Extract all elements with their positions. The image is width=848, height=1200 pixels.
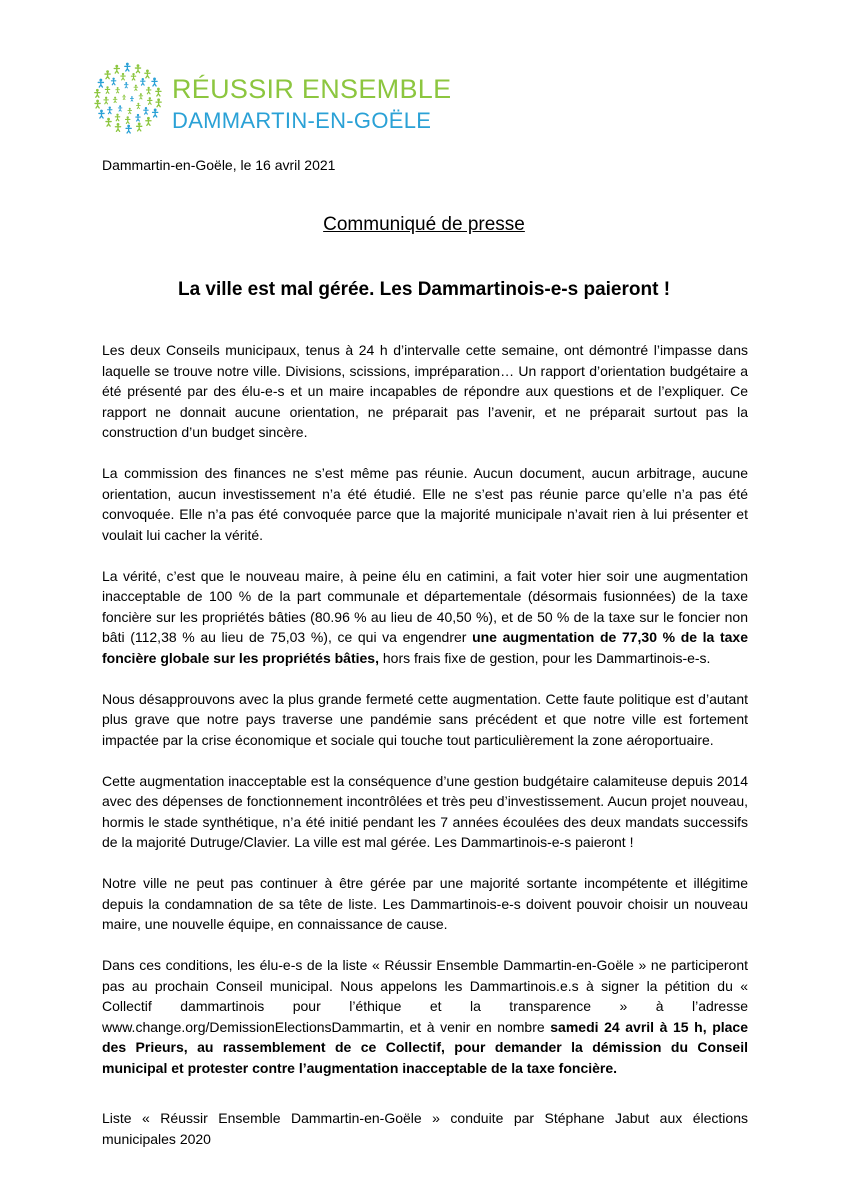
person-figure bbox=[145, 69, 150, 77]
person-figure bbox=[135, 64, 140, 72]
person-figure bbox=[130, 96, 133, 101]
person-figure bbox=[123, 95, 126, 100]
person-figure bbox=[146, 87, 150, 94]
person-figure bbox=[152, 78, 157, 86]
person-figure bbox=[156, 88, 161, 96]
person-figure bbox=[118, 105, 122, 111]
person-figure bbox=[148, 97, 152, 104]
person-figure bbox=[99, 110, 104, 118]
paragraph-tax-highlight: une augmentation de 77,30 % de la taxe foncière globale sur les propriétés bâties, bbox=[102, 629, 748, 666]
person-figure bbox=[131, 73, 135, 80]
paragraph-call-to-action bbox=[102, 955, 748, 1078]
person-figure bbox=[134, 85, 138, 91]
paragraph-disapproval: Nous désapprouvons avec la plus grande fermeté cette augmentation. Cette faute politique est d’autant plus grave que notre pays traverse une pandémie sans précédent et que notre ville est fortement impactée par la crise économique et sociale qui touche tout particulièrement la zone aéroportuaire. bbox=[102, 690, 748, 748]
person-figure bbox=[105, 86, 109, 93]
person-figure bbox=[115, 123, 120, 131]
person-figure bbox=[136, 114, 140, 121]
person-figure bbox=[144, 107, 148, 114]
person-figure bbox=[156, 98, 161, 106]
paragraph-consequence: Cette augmentation inacceptable est la conséquence d’une gestion budgétaire calamiteuse depuis 2014 avec des dépenses de fonctionnement incontrôlées et très peu d’investissement. Aucun projet nouveau, hormis le stade synthétique, n’a été initié pendant les 7 années écoulées des deux mandats successifs de la majorité Dutruge/Clavier. La ville est mal gérée. Les Dammartinois-e-s paieront ! bbox=[102, 772, 748, 850]
person-figure bbox=[125, 63, 130, 71]
person-figure bbox=[121, 73, 125, 80]
person-figure bbox=[146, 117, 151, 125]
signature: Liste « Réussir Ensemble Dammartin-en-Goële » conduite par Stéphane Jabut aux élections municipales 2020 bbox=[102, 1110, 748, 1147]
paragraph-finance-commission: La commission des finances ne s’est même pas réunie. Aucun document, aucun arbitrage, aucune orientation, aucun investissement n’a été étudié. Elle ne s’est pas réunie parce qu’elle n’a pas été convoquée. Elle n’a pas été convoquée parce que la majorité municipale n’avait rien à lui présenter et voulait lui cacher la vérité. bbox=[102, 465, 748, 543]
person-figure bbox=[141, 78, 145, 85]
person-figure bbox=[116, 87, 120, 93]
person-figure bbox=[95, 89, 100, 97]
person-figure bbox=[139, 93, 143, 99]
paragraph-tax-text-end: hors frais fixe de gestion, pour les Dammartinois-e-s. bbox=[378, 649, 711, 666]
person-figure bbox=[111, 78, 115, 85]
org-city: DAMMARTIN-EN-GOËLE bbox=[172, 108, 432, 133]
paragraph-call-highlight: samedi 24 avril à 15 h, place des Prieurs, au rassemblement de ce Collectif, pour demander la démission du Conseil municipal et protester contre l’augmentation inacceptable de la taxe foncière. bbox=[102, 1018, 748, 1076]
people-circle-icon bbox=[92, 62, 164, 134]
person-figure bbox=[124, 82, 128, 88]
person-figure bbox=[106, 118, 111, 126]
person-figure bbox=[115, 114, 119, 121]
person-figure bbox=[126, 125, 131, 133]
article-body bbox=[102, 340, 748, 1170]
person-figure bbox=[137, 123, 142, 131]
person-figure bbox=[98, 79, 103, 87]
paragraph-legitimacy: Notre ville ne peut pas continuer à être gérée par une majorité sortante incompétente et illégitime depuis la condamnation de sa tête de liste. Les Dammartinois-e-s doivent pouvoir choisir un nouveau maire, une nouvelle équipe, en connaissance de cause. bbox=[102, 875, 748, 932]
press-release-label: Communiqué de presse bbox=[323, 214, 525, 235]
person-figure bbox=[104, 97, 108, 104]
dateline: Dammartin-en-Goële, le 16 avril 2021 bbox=[102, 157, 336, 173]
person-figure bbox=[108, 107, 112, 114]
person-figure bbox=[137, 103, 141, 109]
paragraph-tax-increase bbox=[102, 566, 748, 669]
person-figure bbox=[114, 65, 119, 73]
paragraph-call-text: Dans ces conditions, les élu-e-s de la liste « Réussir Ensemble Dammartin-en-Goële » ne participeront pas au prochain Conseil municipal. Nous appelons les Dammartinois.e.s à signer la pétition du « Collectif dammartinois pour l’éthique et la transparence » à l’adresse www.change.org/DemissionElectionsDammartin, et à venir en nombre bbox=[102, 957, 748, 1035]
paragraph-intro: Les deux Conseils municipaux, tenus à 24 h d’intervalle cette semaine, ont démontré l’impasse dans laquelle se trouve notre ville. Divisions, scissions, impréparation… Un rapport d’orientation budgétaire a été présenté par des élu-e-s et un maire incapables de répondre aux questions et de l’expliquer. Ce rapport ne donnait aucune orientation, ne préparait pas l’avenir, et ne préparait surtout pas la construction d’un budget sincère. bbox=[102, 342, 748, 440]
headline: La ville est mal gérée. Les Dammartinois-e-s paieront ! bbox=[177, 279, 671, 300]
person-figure bbox=[153, 109, 158, 117]
person-figure bbox=[113, 97, 117, 103]
person-figure bbox=[126, 116, 130, 123]
person-figure bbox=[128, 108, 132, 114]
person-figure bbox=[105, 70, 110, 78]
paragraph-tax-text: La vérité, c’est que le nouveau maire, à peine élu en catimini, a fait voter hier soir une augmentation inacceptable de 100 % de la part communale et départementale (désormais fusionnées) de la taxe foncière sur les propriétés bâties (80.96 % au lieu de 40,50 %), et de 50 % de la taxe sur le foncier non bâti (112,38 % au lieu de 75,03 %), ce qui va engendrer bbox=[102, 567, 748, 645]
person-figure bbox=[95, 100, 100, 108]
org-name: RÉUSSIR ENSEMBLE bbox=[172, 74, 452, 104]
